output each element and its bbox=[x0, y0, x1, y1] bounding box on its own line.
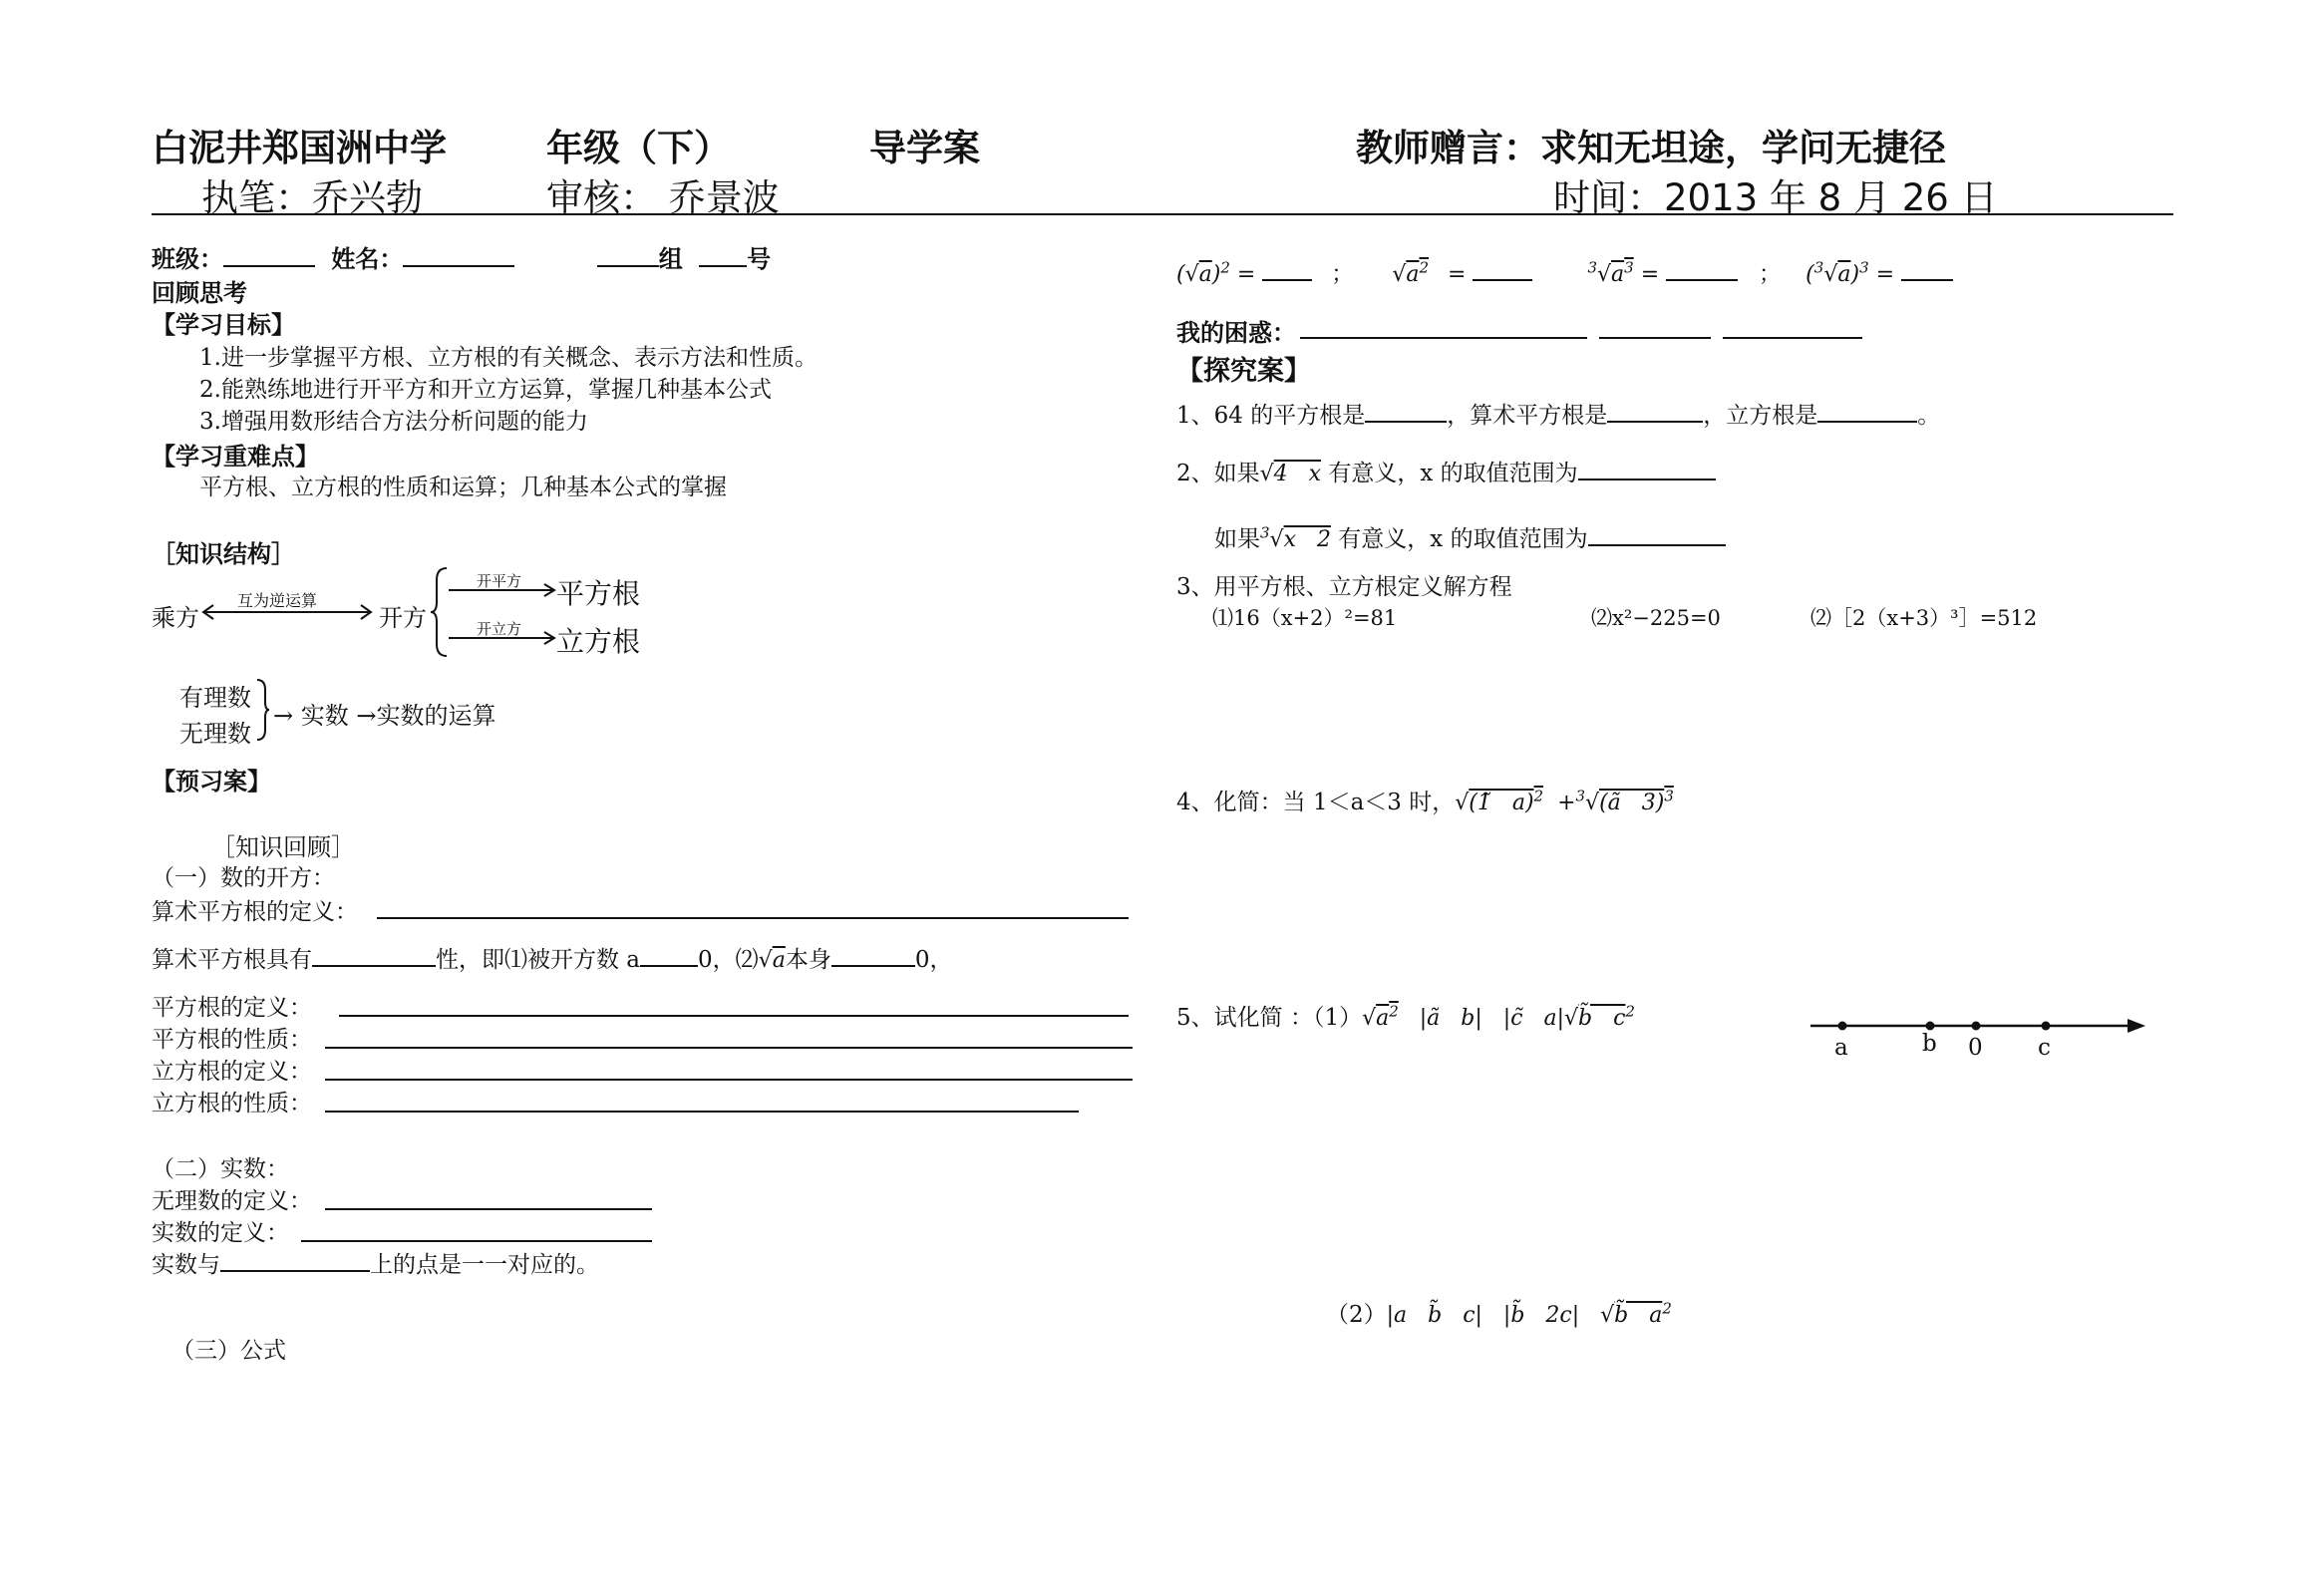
confusion-label: 我的困惑： bbox=[1176, 319, 1296, 347]
equals-sign: = bbox=[1875, 262, 1895, 287]
question-text: 。 bbox=[1917, 403, 1941, 429]
answer-blank[interactable] bbox=[1607, 397, 1703, 423]
question-text: 有意义，x 的取值范围为 bbox=[1338, 526, 1588, 552]
structure-title: ［知识结构］ bbox=[152, 540, 295, 568]
question-text: 5、试化简 ：（1） bbox=[1176, 1005, 1363, 1031]
property-text: 0，⑵ bbox=[698, 947, 759, 973]
teacher-motto: 教师赠言：求知无坦途，学问无捷径 bbox=[1356, 127, 1946, 169]
correspondence-text: 实数与 bbox=[152, 1252, 220, 1278]
question-5-part-2 bbox=[1326, 1296, 1672, 1329]
sq-def-label: 平方根的定义： bbox=[152, 995, 312, 1021]
goals-title: 【学习目标】 bbox=[152, 311, 295, 339]
equals-sign: = bbox=[1448, 262, 1467, 287]
equation-1: ⑴16（x+2）²=81 bbox=[1212, 606, 1398, 630]
property-text: 算术平方根具有 bbox=[152, 947, 312, 973]
cb-prop-label: 立方根的性质： bbox=[152, 1091, 312, 1117]
sq-def-blank[interactable] bbox=[339, 1015, 1129, 1017]
diagram-inverse-label: 互为逆运算 bbox=[237, 591, 318, 610]
section-3-title: （三）公式 bbox=[171, 1338, 286, 1364]
explore-title: 【探究案】 bbox=[1176, 356, 1311, 387]
cbrt-arrow bbox=[449, 632, 558, 646]
question-text: 如果 bbox=[1214, 526, 1260, 552]
sqrt-4-minus-x: √4 x bbox=[1259, 462, 1322, 486]
separator: ； bbox=[1759, 262, 1782, 287]
cb-def-label: 立方根的定义： bbox=[152, 1059, 312, 1085]
question-2b bbox=[1214, 520, 1726, 553]
equals-sign: = bbox=[1236, 262, 1256, 287]
self-blank[interactable] bbox=[831, 941, 915, 967]
cb-prop-blank[interactable] bbox=[325, 1111, 1079, 1113]
sqrt-arrow bbox=[449, 584, 558, 598]
formula-blank[interactable] bbox=[1901, 259, 1953, 281]
correspondence-text: 上的点是一一对应的。 bbox=[370, 1252, 599, 1278]
radicand-blank[interactable] bbox=[640, 941, 698, 967]
real-def-label: 实数的定义： bbox=[152, 1220, 289, 1246]
diagram-brace bbox=[431, 566, 451, 658]
diagram-sqrt-result: 平方根 bbox=[556, 577, 641, 610]
answer-blank[interactable] bbox=[1588, 520, 1726, 546]
question-3: 3、用平方根、立方根定义解方程 bbox=[1176, 574, 1512, 600]
diagram-irrational: 无理数 bbox=[179, 720, 251, 748]
formula-row bbox=[1176, 257, 1953, 288]
equation-3: ⑵［2（x+3）³］=512 bbox=[1810, 606, 2038, 630]
class-blank[interactable] bbox=[223, 241, 315, 267]
key-points-title: 【学习重难点】 bbox=[152, 443, 319, 471]
question-text: 2、如果 bbox=[1176, 461, 1260, 486]
question-text: 有意义，x 的取值范围为 bbox=[1328, 461, 1578, 486]
question-text: 1、64 的平方根是 bbox=[1176, 403, 1366, 429]
group-label: 组 bbox=[658, 245, 683, 273]
question-text: ，算术平方根是 bbox=[1447, 403, 1608, 429]
separator: ； bbox=[1331, 262, 1354, 287]
diagram-cbrt-op: 开立方 bbox=[477, 620, 522, 638]
correspondence-blank[interactable] bbox=[220, 1246, 370, 1272]
equation-2: ⑵x²−225=0 bbox=[1591, 606, 1721, 630]
question-2 bbox=[1176, 455, 1716, 487]
class-field-row bbox=[152, 239, 771, 274]
review-title: 回顾思考 bbox=[152, 279, 247, 307]
property-text: 本身 bbox=[785, 947, 831, 973]
question-text: ，立方根是 bbox=[1703, 403, 1818, 429]
goal-item: 1.进一步掌握平方根、立方根的有关概念、表示方法和性质。 bbox=[199, 345, 818, 371]
cbrt-x-minus-2: $^3$√x 2 bbox=[1260, 523, 1331, 552]
goal-item: 3.增强用数形结合方法分析问题的能力 bbox=[199, 409, 588, 435]
number-line-label: c bbox=[2038, 1035, 2051, 1061]
property-text: 0， bbox=[914, 947, 953, 973]
diagram-root: 开方 bbox=[379, 604, 427, 632]
confusion-blank[interactable] bbox=[1599, 337, 1711, 339]
answer-blank[interactable] bbox=[1578, 455, 1716, 480]
arith-sqrt-property-row bbox=[152, 941, 952, 974]
confusion-blank[interactable] bbox=[1300, 337, 1587, 339]
formula-sqrt-a-squared: $√a^2$ bbox=[1392, 258, 1430, 287]
class-label: 班级： bbox=[152, 245, 223, 273]
property-text: 性，即⑴被开方数 a bbox=[436, 947, 641, 973]
formula-blank[interactable] bbox=[1473, 259, 1532, 281]
number-line-label: a bbox=[1834, 1035, 1848, 1061]
simplify-expression-1: $√a^2$ |ã b| |c̃ a|√b̃ $c^2$ bbox=[1362, 1002, 1635, 1031]
date: 时间：2013 年 8 月 26 日 bbox=[1553, 176, 1998, 219]
sq-prop-label: 平方根的性质： bbox=[152, 1027, 312, 1053]
answer-blank[interactable] bbox=[1817, 397, 1917, 423]
question-1 bbox=[1176, 397, 1940, 430]
section-1-title: （一）数的开方： bbox=[152, 865, 335, 891]
diagram-power: 乘方 bbox=[152, 604, 199, 632]
formula-blank[interactable] bbox=[1262, 259, 1312, 281]
formula-blank[interactable] bbox=[1666, 259, 1738, 281]
arith-sqrt-def-blank[interactable] bbox=[377, 917, 1129, 919]
diagram-chain: → 实数 →实数的运算 bbox=[273, 702, 496, 730]
formula-cbrt-cubed: $(^3√a)^3$ bbox=[1805, 258, 1869, 287]
author: 执笔：乔兴勃 bbox=[201, 176, 423, 219]
section-2-title: （二）实数： bbox=[152, 1156, 289, 1182]
diagram-cbrt-result: 立方根 bbox=[556, 625, 641, 658]
reviewer: 审核： 乔景波 bbox=[546, 176, 780, 219]
question-4 bbox=[1176, 784, 1674, 816]
cb-def-blank[interactable] bbox=[325, 1079, 1133, 1081]
diagram-brace-right bbox=[255, 678, 271, 742]
real-def-blank[interactable] bbox=[301, 1240, 652, 1242]
diagram-rational: 有理数 bbox=[179, 684, 251, 712]
question-5 bbox=[1176, 999, 1635, 1032]
irrational-def-blank[interactable] bbox=[325, 1208, 652, 1210]
header-rule bbox=[152, 213, 2173, 215]
formula-sqrt-squared: $(√a)^2$ bbox=[1176, 258, 1230, 287]
number-label: 号 bbox=[747, 245, 772, 273]
property-blank[interactable] bbox=[312, 941, 436, 967]
arith-sqrt-def-label: 算术平方根的定义： bbox=[152, 899, 358, 925]
irrational-def-label: 无理数的定义： bbox=[152, 1188, 312, 1214]
diagram-sqrt-op: 开平方 bbox=[477, 572, 522, 590]
school-name: 白泥井郑国洲中学 bbox=[152, 127, 447, 169]
question-text: （2） bbox=[1326, 1302, 1387, 1328]
real-correspondence-row bbox=[152, 1246, 599, 1279]
simplify-expression-2: |a b̃ c| |b̃ 2c| √b̃ $a^2$ bbox=[1386, 1299, 1672, 1328]
simplify-expression: √(1̃ a)$^2$ +$^3$√(ã 3)$^3$ bbox=[1455, 787, 1674, 815]
sq-prop-blank[interactable] bbox=[325, 1047, 1133, 1049]
name-label: 姓名： bbox=[331, 245, 404, 273]
name-blank[interactable] bbox=[403, 241, 514, 267]
group-blank[interactable] bbox=[597, 241, 659, 267]
key-points-text: 平方根、立方根的性质和运算；几种基本公式的掌握 bbox=[199, 475, 727, 500]
grade-label: 年级（下） bbox=[546, 127, 731, 169]
preview-title: 【预习案】 bbox=[152, 768, 271, 796]
double-arrow bbox=[199, 598, 379, 628]
number-line-label: 0 bbox=[1968, 1035, 1983, 1061]
goal-item: 2.能熟练地进行开平方和开立方运算，掌握几种基本公式 bbox=[199, 377, 772, 403]
number-blank[interactable] bbox=[699, 241, 747, 267]
sqrt-a-formula: √a bbox=[758, 948, 786, 973]
confusion-blank[interactable] bbox=[1723, 337, 1862, 339]
recall-title: ［知识回顾］ bbox=[211, 833, 355, 861]
question-text: 4、化简：当 1＜a＜3 时， bbox=[1176, 790, 1456, 815]
answer-blank[interactable] bbox=[1365, 397, 1447, 423]
number-line-label: b bbox=[1922, 1031, 1937, 1057]
formula-cbrt-a-cubed: $^3√a^3$ bbox=[1587, 258, 1634, 287]
doc-type: 导学案 bbox=[869, 127, 980, 169]
equals-sign: = bbox=[1640, 262, 1660, 287]
